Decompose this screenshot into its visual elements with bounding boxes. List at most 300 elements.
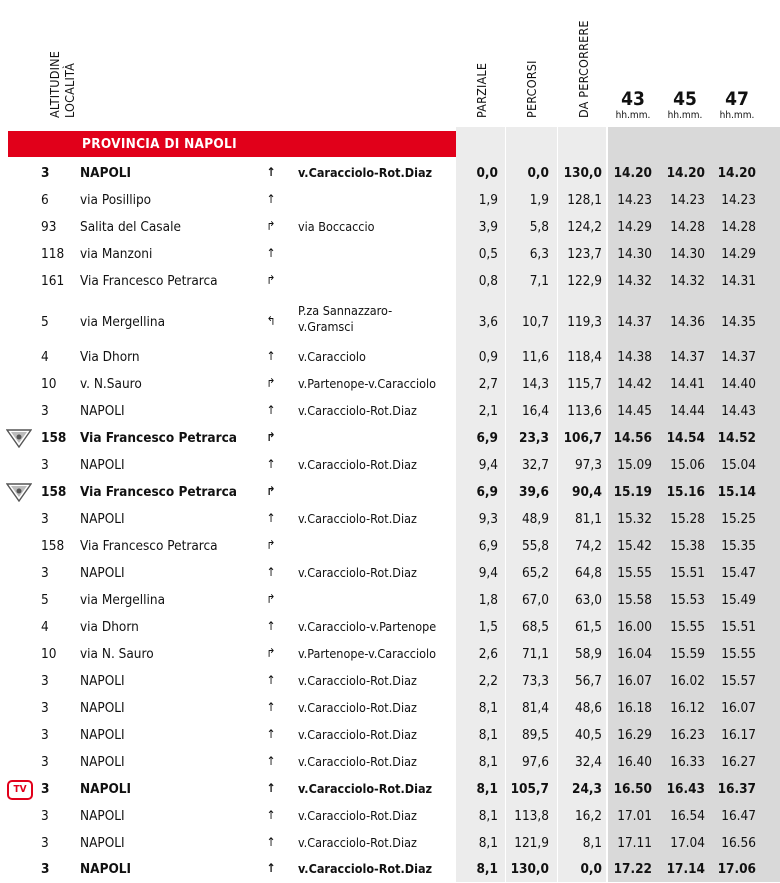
time-45-cell: 16.12 xyxy=(670,700,705,716)
remaining-km-cell: 106,7 xyxy=(563,430,602,446)
time-43-cell: 15.55 xyxy=(617,565,652,581)
table-row xyxy=(0,269,780,295)
partial-km-cell: 8,1 xyxy=(476,781,498,797)
direction-arrow-icon: ↑ xyxy=(266,673,276,687)
via-cell xyxy=(298,565,417,580)
time-43-cell: 16.18 xyxy=(617,700,652,716)
table-row xyxy=(0,723,780,749)
via-line: v.Caracciolo-Rot.Diaz xyxy=(298,835,417,850)
table-row xyxy=(0,669,780,695)
direction-arrow-icon: ↑ xyxy=(266,754,276,768)
partial-km-cell: 1,9 xyxy=(478,192,498,208)
table-row xyxy=(0,453,780,479)
time-43-cell: 16.04 xyxy=(617,646,652,662)
table-row xyxy=(0,399,780,425)
table-row xyxy=(0,804,780,830)
time-43-cell: 14.29 xyxy=(617,219,652,235)
time-47-cell: 15.55 xyxy=(721,646,756,662)
via-line: v.Caracciolo-Rot.Diaz xyxy=(298,861,433,876)
covered-km-cell: 130,0 xyxy=(510,861,549,877)
covered-km-cell: 5,8 xyxy=(529,219,549,235)
time-45-cell: 14.41 xyxy=(670,376,705,392)
time-47-cell: 15.35 xyxy=(721,538,756,554)
covered-km-cell: 7,1 xyxy=(529,273,549,289)
table-row xyxy=(0,302,780,342)
remaining-km-cell: 128,1 xyxy=(567,192,602,208)
location-cell: Via Francesco Petrarca xyxy=(80,484,237,500)
location-cell: NAPOLI xyxy=(80,165,132,181)
partial-km-cell: 9,4 xyxy=(478,457,498,473)
direction-arrow-icon: ↑ xyxy=(266,619,276,633)
remaining-km-cell: 130,0 xyxy=(563,165,602,181)
via-line: v.Partenope-v.Caracciolo xyxy=(298,646,436,661)
time-col-unit: hh.mm. xyxy=(615,110,651,121)
location-cell: via Dhorn xyxy=(80,619,139,635)
time-47-cell: 15.51 xyxy=(721,619,756,635)
location-cell: NAPOLI xyxy=(80,457,125,473)
time-47-cell: 16.07 xyxy=(721,700,756,716)
partial-km-cell: 9,4 xyxy=(478,565,498,581)
via-cell xyxy=(298,303,392,335)
altitude-cell: 3 xyxy=(41,835,49,851)
location-cell: NAPOLI xyxy=(80,754,125,770)
remaining-km-cell: 56,7 xyxy=(574,673,602,689)
covered-km-cell: 68,5 xyxy=(521,619,549,635)
time-45-cell: 14.30 xyxy=(670,246,705,262)
time-45-cell: 14.37 xyxy=(670,349,705,365)
time-45-cell: 16.02 xyxy=(670,673,705,689)
location-cell: via Mergellina xyxy=(80,314,166,330)
time-47-cell: 14.28 xyxy=(721,219,756,235)
header-altitudine: ALTITUDINE xyxy=(47,50,62,118)
direction-arrow-icon: ↰ xyxy=(266,314,276,328)
covered-km-cell: 6,3 xyxy=(529,246,549,262)
via-cell xyxy=(298,835,417,850)
altitude-cell: 5 xyxy=(41,314,49,330)
partial-km-cell: 2,2 xyxy=(478,673,498,689)
covered-km-cell: 121,9 xyxy=(514,835,549,851)
remaining-km-cell: 90,4 xyxy=(572,484,602,500)
altitude-cell: 3 xyxy=(41,165,50,181)
time-45-cell: 16.54 xyxy=(670,808,705,824)
partial-km-cell: 3,6 xyxy=(478,314,498,330)
altitude-cell: 3 xyxy=(41,754,49,770)
remaining-km-cell: 81,1 xyxy=(574,511,602,527)
altitude-cell: 3 xyxy=(41,700,49,716)
covered-km-cell: 67,0 xyxy=(521,592,549,608)
direction-arrow-icon: ↑ xyxy=(266,246,276,260)
via-cell xyxy=(298,457,417,472)
location-cell: NAPOLI xyxy=(80,861,132,877)
altitude-cell: 5 xyxy=(41,592,49,608)
location-cell: NAPOLI xyxy=(80,700,125,716)
time-45-cell: 16.43 xyxy=(666,781,705,797)
time-47-cell: 14.37 xyxy=(721,349,756,365)
remaining-km-cell: 16,2 xyxy=(574,808,602,824)
location-cell: Via Francesco Petrarca xyxy=(80,430,237,446)
location-cell: NAPOLI xyxy=(80,727,125,743)
table-row xyxy=(0,242,780,268)
covered-km-cell: 10,7 xyxy=(521,314,549,330)
altitude-cell: 158 xyxy=(41,430,67,446)
location-cell: NAPOLI xyxy=(80,673,125,689)
covered-km-cell: 0,0 xyxy=(527,165,549,181)
header-localita: LOCALITÀ xyxy=(62,63,77,118)
covered-km-cell: 89,5 xyxy=(521,727,549,743)
direction-arrow-icon: ↑ xyxy=(266,727,276,741)
via-line: v.Caracciolo-Rot.Diaz xyxy=(298,403,417,418)
partial-km-cell: 8,1 xyxy=(478,754,498,770)
time-47-cell: 14.23 xyxy=(721,192,756,208)
location-cell: via Posillipo xyxy=(80,192,152,208)
time-col-number: 45 xyxy=(673,88,697,110)
time-45-cell: 14.28 xyxy=(670,219,705,235)
altitude-cell: 158 xyxy=(41,538,65,554)
via-cell xyxy=(298,646,436,661)
table-row xyxy=(0,588,780,614)
time-45-cell: 17.04 xyxy=(670,835,705,851)
table-row xyxy=(0,642,780,668)
time-43-cell: 15.09 xyxy=(617,457,652,473)
partial-km-cell: 6,9 xyxy=(476,430,498,446)
via-line: P.za Sannazzaro- xyxy=(298,303,393,318)
covered-km-cell: 65,2 xyxy=(521,565,549,581)
table-row xyxy=(0,345,780,371)
remaining-km-cell: 0,0 xyxy=(580,861,602,877)
time-47-cell: 16.47 xyxy=(721,808,756,824)
direction-arrow-icon: ↱ xyxy=(266,430,276,444)
via-line: v.Caracciolo-Rot.Diaz xyxy=(298,165,433,180)
time-45-cell: 17.14 xyxy=(666,861,705,877)
time-43-cell: 17.22 xyxy=(613,861,652,877)
via-cell xyxy=(298,403,417,418)
table-row xyxy=(0,426,780,452)
direction-arrow-icon: ↑ xyxy=(266,349,276,363)
table-row xyxy=(0,188,780,214)
via-line: v.Caracciolo-Rot.Diaz xyxy=(298,673,417,688)
altitude-cell: 3 xyxy=(41,457,49,473)
remaining-km-cell: 58,9 xyxy=(574,646,602,662)
location-cell: via Manzoni xyxy=(80,246,153,262)
time-47-cell: 17.06 xyxy=(717,861,756,877)
time-43-cell: 15.32 xyxy=(617,511,652,527)
altitude-cell: 3 xyxy=(41,565,49,581)
remaining-km-cell: 32,4 xyxy=(574,754,602,770)
partial-km-cell: 8,1 xyxy=(478,835,498,851)
time-43-cell: 14.42 xyxy=(617,376,652,392)
partial-km-cell: 8,1 xyxy=(476,861,498,877)
time-43-cell: 17.11 xyxy=(617,835,652,851)
time-47-cell: 15.47 xyxy=(721,565,756,581)
partial-km-cell: 0,9 xyxy=(478,349,498,365)
time-43-cell: 16.40 xyxy=(617,754,652,770)
via-cell xyxy=(298,376,436,391)
table-row xyxy=(0,561,780,587)
time-47-cell: 15.14 xyxy=(717,484,756,500)
covered-km-cell: 39,6 xyxy=(519,484,549,500)
time-43-cell: 14.56 xyxy=(613,430,652,446)
table-row xyxy=(0,857,780,883)
partial-km-cell: 8,1 xyxy=(478,727,498,743)
direction-arrow-icon: ↑ xyxy=(266,403,276,417)
direction-arrow-icon: ↱ xyxy=(266,219,276,233)
partial-km-cell: 2,7 xyxy=(478,376,498,392)
time-47-cell: 16.17 xyxy=(721,727,756,743)
altitude-cell: 93 xyxy=(41,219,57,235)
partial-km-cell: 8,1 xyxy=(478,808,498,824)
time-45-cell: 14.36 xyxy=(670,314,705,330)
table-row xyxy=(0,534,780,560)
direction-arrow-icon: ↑ xyxy=(266,165,276,179)
time-45-cell: 15.55 xyxy=(670,619,705,635)
covered-km-cell: 71,1 xyxy=(521,646,549,662)
table-row xyxy=(0,480,780,506)
header-parziale: PARZIALE xyxy=(474,62,489,118)
time-47-cell: 15.04 xyxy=(721,457,756,473)
partial-km-cell: 6,9 xyxy=(478,538,498,554)
via-line: v.Caracciolo-Rot.Diaz xyxy=(298,727,417,742)
header-time-43 xyxy=(608,88,658,122)
direction-arrow-icon: ↑ xyxy=(266,457,276,471)
time-47-cell: 16.37 xyxy=(717,781,756,797)
table-row xyxy=(0,215,780,241)
time-45-cell: 16.33 xyxy=(670,754,705,770)
covered-km-cell: 113,8 xyxy=(514,808,549,824)
remaining-km-cell: 63,0 xyxy=(574,592,602,608)
altitude-cell: 158 xyxy=(41,484,67,500)
partial-km-cell: 2,1 xyxy=(478,403,498,419)
covered-km-cell: 23,3 xyxy=(519,430,549,446)
remaining-km-cell: 115,7 xyxy=(567,376,602,392)
location-cell: NAPOLI xyxy=(80,781,132,797)
location-cell: Salita del Casale xyxy=(80,219,181,235)
direction-arrow-icon: ↱ xyxy=(266,376,276,390)
table-row xyxy=(0,372,780,398)
header-percorsi: PERCORSI xyxy=(524,60,539,118)
time-43-cell: 14.37 xyxy=(617,314,652,330)
altitude-cell: 3 xyxy=(41,511,49,527)
remaining-km-cell: 64,8 xyxy=(574,565,602,581)
covered-km-cell: 32,7 xyxy=(521,457,549,473)
covered-km-cell: 14,3 xyxy=(521,376,549,392)
partial-km-cell: 0,8 xyxy=(478,273,498,289)
altitude-cell: 3 xyxy=(41,808,49,824)
covered-km-cell: 11,6 xyxy=(521,349,549,365)
altitude-cell: 10 xyxy=(41,646,57,662)
covered-km-cell: 105,7 xyxy=(510,781,549,797)
table-row xyxy=(0,777,780,803)
partial-km-cell: 6,9 xyxy=(476,484,498,500)
partial-km-cell: 2,6 xyxy=(478,646,498,662)
partial-km-cell: 1,5 xyxy=(478,619,498,635)
mountain-climb-icon xyxy=(6,428,32,448)
remaining-km-cell: 24,3 xyxy=(572,781,602,797)
via-line: via Boccaccio xyxy=(298,219,375,234)
time-43-cell: 17.01 xyxy=(617,808,652,824)
direction-arrow-icon: ↱ xyxy=(266,273,276,287)
time-47-cell: 16.27 xyxy=(721,754,756,770)
table-row xyxy=(0,161,780,187)
table-row xyxy=(0,696,780,722)
covered-km-cell: 55,8 xyxy=(521,538,549,554)
location-cell: NAPOLI xyxy=(80,565,125,581)
direction-arrow-icon: ↑ xyxy=(266,565,276,579)
time-43-cell: 16.00 xyxy=(617,619,652,635)
time-47-cell: 14.20 xyxy=(717,165,756,181)
time-col-unit: hh.mm. xyxy=(719,110,755,121)
time-47-cell: 14.52 xyxy=(717,430,756,446)
header-time-47 xyxy=(712,88,762,122)
via-line: v.Caracciolo-Rot.Diaz xyxy=(298,808,417,823)
time-col-number: 47 xyxy=(725,88,749,110)
remaining-km-cell: 74,2 xyxy=(574,538,602,554)
remaining-km-cell: 118,4 xyxy=(567,349,602,365)
altitude-cell: 4 xyxy=(41,349,49,365)
direction-arrow-icon: ↑ xyxy=(266,700,276,714)
time-45-cell: 14.44 xyxy=(670,403,705,419)
time-45-cell: 14.54 xyxy=(666,430,705,446)
altitude-cell: 10 xyxy=(41,376,57,392)
direction-arrow-icon: ↱ xyxy=(266,592,276,606)
direction-arrow-icon: ↑ xyxy=(266,511,276,525)
via-line: v.Caracciolo-Rot.Diaz xyxy=(298,781,433,796)
location-cell: Via Francesco Petrarca xyxy=(80,273,218,289)
table-row xyxy=(0,615,780,641)
via-line: v.Caracciolo-Rot.Diaz xyxy=(298,511,417,526)
time-43-cell: 14.32 xyxy=(617,273,652,289)
via-cell xyxy=(298,219,374,234)
time-47-cell: 14.43 xyxy=(721,403,756,419)
time-45-cell: 15.16 xyxy=(666,484,705,500)
direction-arrow-icon: ↑ xyxy=(266,781,276,795)
time-45-cell: 15.06 xyxy=(670,457,705,473)
altitude-cell: 161 xyxy=(41,273,65,289)
time-47-cell: 15.25 xyxy=(721,511,756,527)
via-cell xyxy=(298,673,417,688)
via-line: v.Caracciolo-Rot.Diaz xyxy=(298,754,417,769)
direction-arrow-icon: ↱ xyxy=(266,484,276,498)
via-cell xyxy=(298,754,417,769)
covered-km-cell: 16,4 xyxy=(521,403,549,419)
altitude-cell: 4 xyxy=(41,619,49,635)
time-45-cell: 14.32 xyxy=(670,273,705,289)
time-47-cell: 15.57 xyxy=(721,673,756,689)
covered-km-cell: 48,9 xyxy=(521,511,549,527)
province-label: PROVINCIA DI NAPOLI xyxy=(82,136,237,152)
time-43-cell: 15.58 xyxy=(617,592,652,608)
via-cell xyxy=(298,781,432,796)
location-cell: NAPOLI xyxy=(80,511,125,527)
direction-arrow-icon: ↱ xyxy=(266,646,276,660)
via-cell xyxy=(298,165,432,180)
time-45-cell: 15.28 xyxy=(670,511,705,527)
partial-km-cell: 8,1 xyxy=(478,700,498,716)
time-45-cell: 14.23 xyxy=(670,192,705,208)
direction-arrow-icon: ↑ xyxy=(266,192,276,206)
remaining-km-cell: 61,5 xyxy=(574,619,602,635)
time-47-cell: 15.49 xyxy=(721,592,756,608)
remaining-km-cell: 97,3 xyxy=(574,457,602,473)
altitude-cell: 3 xyxy=(41,403,49,419)
time-45-cell: 15.53 xyxy=(670,592,705,608)
via-line: v.Caracciolo-Rot.Diaz xyxy=(298,565,417,580)
via-line: v.Caracciolo-Rot.Diaz xyxy=(298,700,417,715)
via-line: v.Partenope-v.Caracciolo xyxy=(298,376,436,391)
location-cell: Via Dhorn xyxy=(80,349,140,365)
location-cell: Via Francesco Petrarca xyxy=(80,538,218,554)
altitude-cell: 3 xyxy=(41,781,50,797)
altitude-cell: 3 xyxy=(41,673,49,689)
direction-arrow-icon: ↑ xyxy=(266,808,276,822)
time-47-cell: 14.29 xyxy=(721,246,756,262)
partial-km-cell: 3,9 xyxy=(478,219,498,235)
partial-km-cell: 0,5 xyxy=(478,246,498,262)
remaining-km-cell: 113,6 xyxy=(567,403,602,419)
location-cell: via Mergellina xyxy=(80,592,166,608)
time-45-cell: 14.20 xyxy=(666,165,705,181)
time-43-cell: 16.29 xyxy=(617,727,652,743)
time-43-cell: 16.07 xyxy=(617,673,652,689)
tv-broadcast-icon: TV xyxy=(7,780,33,800)
remaining-km-cell: 48,6 xyxy=(574,700,602,716)
via-line: v.Caracciolo-Rot.Diaz xyxy=(298,457,417,472)
time-col-number: 43 xyxy=(621,88,645,110)
time-47-cell: 14.31 xyxy=(721,273,756,289)
partial-km-cell: 0,0 xyxy=(476,165,498,181)
via-line: v.Caracciolo-v.Partenope xyxy=(298,619,437,634)
covered-km-cell: 97,6 xyxy=(521,754,549,770)
remaining-km-cell: 40,5 xyxy=(574,727,602,743)
remaining-km-cell: 123,7 xyxy=(567,246,602,262)
location-cell: via N. Sauro xyxy=(80,646,154,662)
via-cell xyxy=(298,700,417,715)
province-banner xyxy=(8,131,456,157)
time-col-unit: hh.mm. xyxy=(667,110,703,121)
direction-arrow-icon: ↑ xyxy=(266,861,276,875)
time-43-cell: 14.30 xyxy=(617,246,652,262)
altitude-cell: 118 xyxy=(41,246,65,262)
table-row xyxy=(0,507,780,533)
time-43-cell: 16.50 xyxy=(613,781,652,797)
time-43-cell: 15.19 xyxy=(613,484,652,500)
header-da-percorrere: DA PERCORRERE xyxy=(576,20,591,118)
partial-km-cell: 9,3 xyxy=(478,511,498,527)
time-45-cell: 15.38 xyxy=(670,538,705,554)
remaining-km-cell: 8,1 xyxy=(582,835,602,851)
via-cell xyxy=(298,861,432,876)
location-cell: v. N.Sauro xyxy=(80,376,142,392)
covered-km-cell: 73,3 xyxy=(521,673,549,689)
time-47-cell: 14.40 xyxy=(721,376,756,392)
table-row xyxy=(0,831,780,857)
via-line: v.Caracciolo xyxy=(298,349,366,364)
via-cell xyxy=(298,619,436,634)
covered-km-cell: 1,9 xyxy=(529,192,549,208)
covered-km-cell: 81,4 xyxy=(521,700,549,716)
location-cell: NAPOLI xyxy=(80,403,125,419)
via-cell xyxy=(298,349,366,364)
header-time-45 xyxy=(660,88,710,122)
time-43-cell: 14.23 xyxy=(617,192,652,208)
time-45-cell: 15.59 xyxy=(670,646,705,662)
direction-arrow-icon: ↑ xyxy=(266,835,276,849)
remaining-km-cell: 122,9 xyxy=(567,273,602,289)
table-row xyxy=(0,750,780,776)
mountain-climb-icon xyxy=(6,482,32,502)
time-45-cell: 15.51 xyxy=(670,565,705,581)
via-cell xyxy=(298,727,417,742)
time-43-cell: 14.20 xyxy=(613,165,652,181)
